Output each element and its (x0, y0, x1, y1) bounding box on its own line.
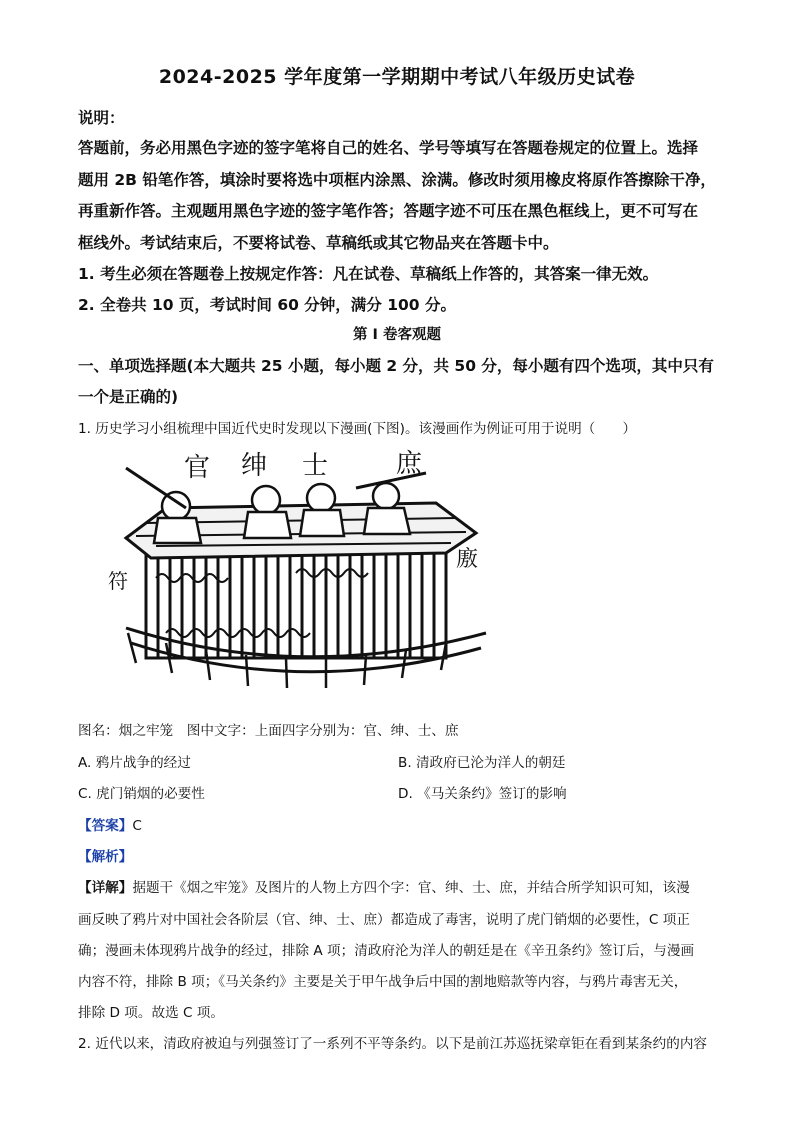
detail-line: 排除 D 项。故选 C 项。 (78, 1005, 224, 1021)
analysis-label (78, 845, 132, 865)
option-a: A. 鸦片战争的经过 (78, 755, 191, 771)
cartoon-label-guan: 官 (184, 453, 211, 483)
answer-line (78, 814, 142, 834)
part-heading-continued: 一个是正确的) (78, 388, 179, 406)
detail-text: 据题干《烟之牢笼》及图片的人物上方四个字：官、绅、士、庶，并结合所学知识可知，该漫 (132, 880, 690, 896)
cartoon-label-shu: 庶 (396, 449, 423, 479)
instruction-line: 答题前，务必用黑色字迹的签字笔将自己的姓名、学号等填写在答题卷规定的位置上。选择 (78, 139, 699, 157)
part-heading: 一、单项选择题(本大题共 25 小题，每小题 2 分，共 50 分，每小题有四个选项，其中只有 (78, 357, 714, 375)
detail-label: 【详解】 (78, 880, 133, 896)
instruction-rule-2: 2. 全卷共 10 页，考试时间 60 分钟，满分 100 分。 (78, 296, 456, 314)
exam-title: 2024-2025 学年度第一学期期中考试八年级历史试卷 (158, 66, 636, 88)
question-2-stem: 2. 近代以来，清政府被迫与列强签订了一系列不平等条约。以下是前江苏巡抚梁章钜在看到某条约的内容 (78, 1036, 708, 1052)
instruction-line: 再重新作答。主观题用黑色字迹的签字笔作答；答题字迹不可压在黑色框线上，更不可写在 (78, 202, 699, 220)
answer-value: C (132, 818, 142, 834)
question-1-stem: 1. 历史学习小组梳理中国近代史时发现以下漫画(下图)。该漫画作为例证可用于说明（ ） (78, 421, 637, 437)
instruction-rule-1: 1. 考生必须在答题卷上按规定作答：凡在试卷、草稿纸上作答的，其答案一律无效。 (78, 265, 659, 283)
analysis-heading: 【解析】 (78, 849, 133, 865)
answer-label: 【答案】 (78, 818, 133, 834)
option-d: D. 《马关条约》签订的影响 (398, 786, 567, 802)
cartoon-label-left: 符 (108, 569, 128, 593)
cartoon-label-right: 廒 (456, 547, 479, 572)
instructions-heading: 说明： (78, 109, 125, 127)
detail-line: 画反映了鸦片对中国社会各阶层（官、绅、士、庶）都造成了毒害，说明了虎门销烟的必要性，C 项正 (78, 912, 690, 928)
instruction-line: 框线外。考试结束后，不要将试卷、草稿纸或其它物品夹在答题卡中。 (78, 234, 559, 252)
cartoon-label-shen: 绅 (241, 451, 268, 481)
instruction-line: 题用 2B 铅笔作答，填涂时要将选中项框内涂黑、涂满。修改时须用橡皮将原作答擦除干净， (78, 171, 716, 189)
option-b: B. 清政府已沦为洋人的朝廷 (398, 755, 566, 771)
option-c: C. 虎门销烟的必要性 (78, 786, 205, 802)
section-title: 第 I 卷客观题 (353, 327, 441, 343)
cartoon-label-shi: 士 (302, 451, 329, 481)
detail-line (78, 876, 690, 896)
cartoon-image (106, 448, 496, 698)
detail-line: 内容不符，排除 B 项；《马关条约》主要是关于甲午战争后中国的割地赔款等内容，与鸦片毒害无关， (78, 974, 688, 990)
detail-line: 确；漫画未体现鸦片战争的经过，排除 A 项；清政府沦为洋人的朝廷是在《辛丑条约》签订后，与漫画 (78, 943, 695, 959)
cartoon-caption: 图名：烟之牢笼 图中文字：上面四字分别为：官、绅、士、庶 (78, 723, 459, 739)
